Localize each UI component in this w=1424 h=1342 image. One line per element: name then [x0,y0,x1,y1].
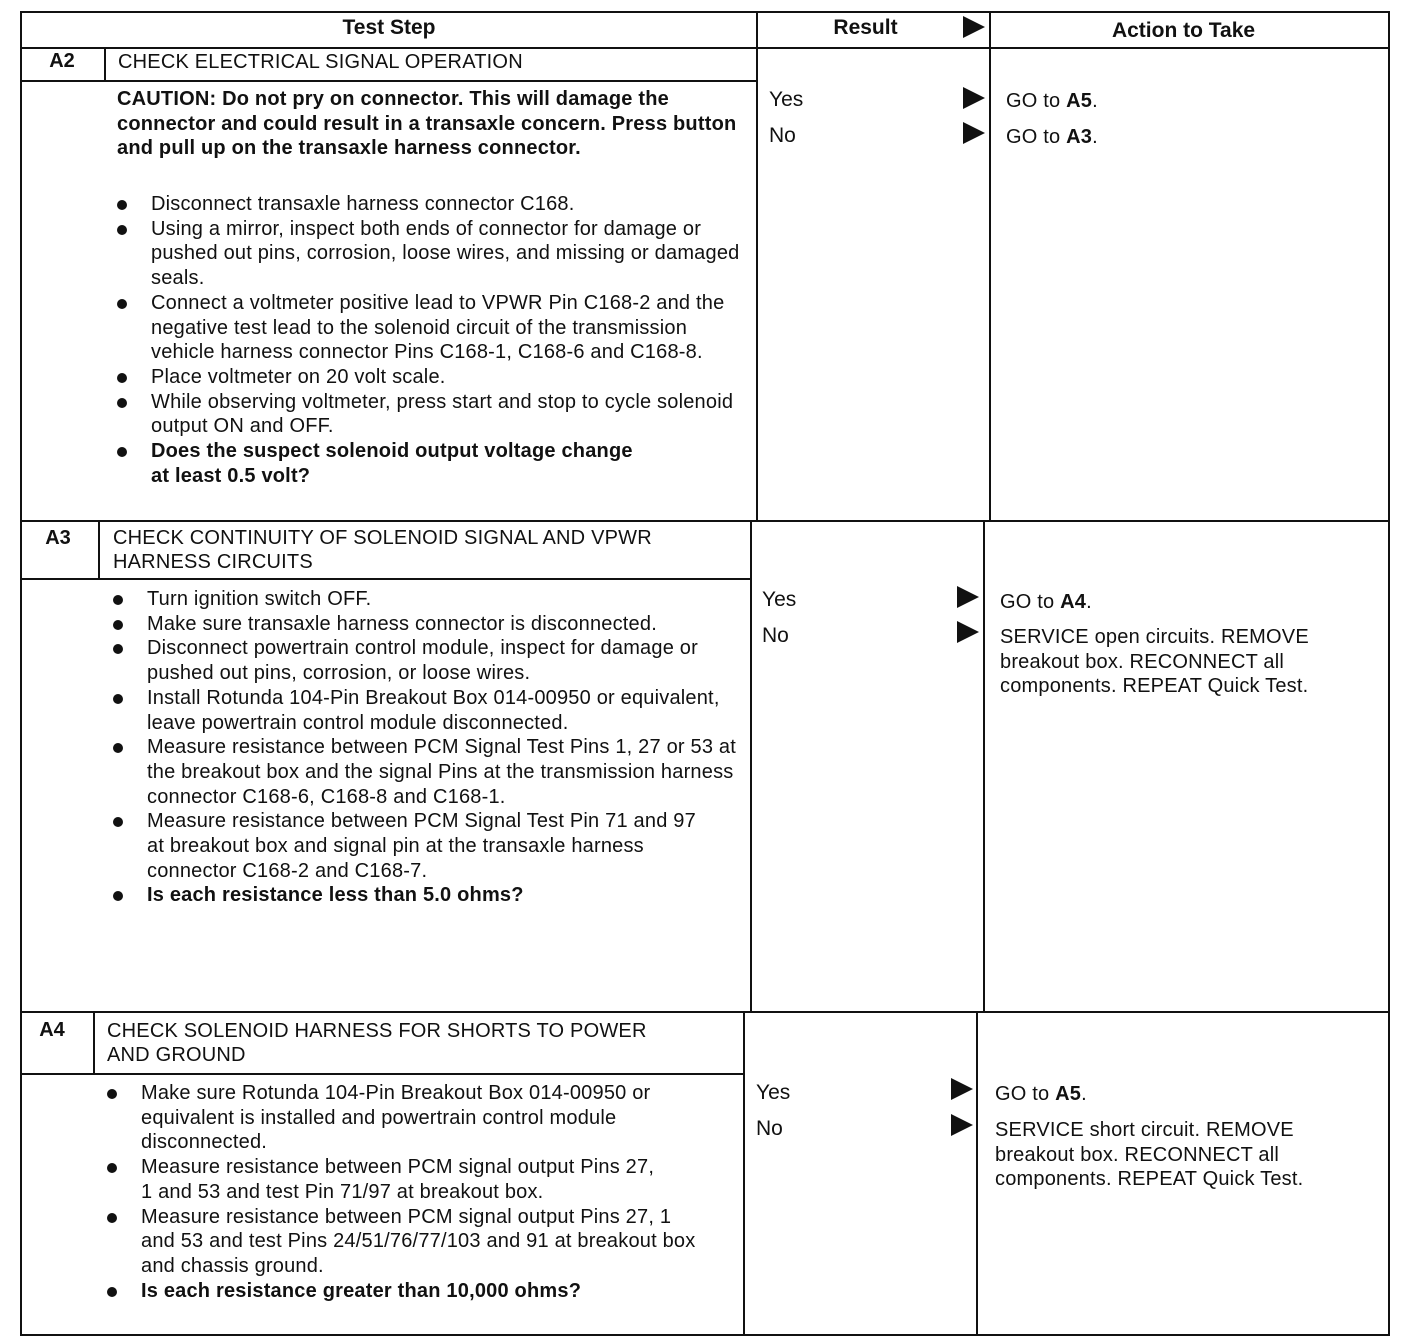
list-item: Measure resistance between PCM Signal Test Pins 1, 27 or 53 at the breakout box and the signal Pins at the transmission harness connector C168-6, C168-8 and C168-1. [110,735,740,809]
header-test-step: Test Step [342,16,436,39]
bullet-icon [117,225,127,235]
result-column-divider-a4 [743,1012,745,1336]
arrow-icon [957,586,979,608]
step-id-a4: A4 [39,1019,65,1041]
bullet-icon [113,644,123,654]
a3-title-divider [20,578,750,580]
list-item: Connect a voltmeter positive lead to VPWR Pin C168-2 and the negative test lead to the solenoid circuit of the transmission vehicle harness connector Pins C168-1, C168-6 and C168-8. [114,291,744,365]
a2-title-divider [20,80,756,82]
list-item: Turn ignition switch OFF. [110,587,740,612]
action-no-a3: SERVICE open circuits. REMOVE breakout box. RECONNECT all components. REPEAT Quick Test. [1000,626,1309,697]
list-item: Disconnect powertrain control module, inspect for damage or pushed out pins, corrosion, or loose wires. [110,636,740,685]
arrow-icon [963,122,985,144]
bullet-list-a2 [114,192,744,488]
bullet-icon [107,1089,117,1099]
action-no-a2: GO to A3. [1006,126,1098,148]
bullet-icon [113,817,123,827]
list-item: Make sure Rotunda 104-Pin Breakout Box 014-00950 or equivalent is installed and powertrain control module disconnected. [104,1081,734,1155]
bullet-icon [113,620,123,630]
bullet-icon [107,1163,117,1173]
result-column-divider [756,11,758,521]
bullet-icon [113,595,123,605]
result-no-a2: No [769,124,796,147]
bullet-icon [117,299,127,309]
a4-title-divider [20,1073,743,1075]
header-action: Action to Take [1111,19,1256,42]
bullet-icon [113,694,123,704]
bullet-icon [117,447,127,457]
a3-id-divider [98,521,100,579]
action-no-a4: SERVICE short circuit. REMOVE breakout box. RECONNECT all components. REPEAT Quick Test. [995,1119,1304,1190]
a4-section-divider [20,1011,1390,1013]
caution-text-a2: CAUTION: Do not pry on connector. This will damage the connector and could result in a transaxle concern. Press button and pull up on the transaxle harness connector. [117,88,737,159]
step-id-a2: A2 [49,50,75,72]
step-title-a4: CHECK SOLENOID HARNESS FOR SHORTS TO POWER AND GROUND [107,1020,647,1066]
arrow-icon [951,1078,973,1100]
action-yes-a2: GO to A5. [1006,90,1098,112]
action-column-divider [989,11,991,521]
question-item: Is each resistance greater than 10,000 ohms? [104,1279,734,1304]
step-title-a3: CHECK CONTINUITY OF SOLENOID SIGNAL AND VPWR HARNESS CIRCUITS [113,527,652,573]
bullet-icon [117,398,127,408]
bullet-icon [117,200,127,210]
list-item: While observing voltmeter, press start and stop to cycle solenoid output ON and OFF. [114,390,744,439]
result-yes-a4: Yes [756,1081,791,1104]
a4-id-divider [93,1012,95,1074]
list-item: Measure resistance between PCM signal output Pins 27, 1 and 53 and test Pins 24/51/76/77/103 and 91 at breakout box and chassis ground. [104,1205,734,1279]
list-item: Place voltmeter on 20 volt scale. [114,365,744,390]
action-yes-a3: GO to A4. [1000,591,1092,613]
step-id-a3: A3 [45,527,71,549]
a2-id-divider [104,47,106,81]
a3-section-divider [20,520,1390,522]
arrow-icon [963,87,985,109]
header-arrow-icon [963,16,985,38]
result-no-a4: No [756,1117,783,1140]
bullet-icon [117,373,127,383]
action-column-divider-a3 [983,521,985,1012]
step-title-a2: CHECK ELECTRICAL SIGNAL OPERATION [118,51,523,73]
bullet-list-a3 [110,587,740,908]
arrow-icon [951,1114,973,1136]
result-yes-a3: Yes [762,588,797,611]
list-item: Measure resistance between PCM signal output Pins 27, 1 and 53 and test Pin 71/97 at breakout box. [104,1155,734,1204]
bullet-icon [113,743,123,753]
action-column-divider-a4 [976,1012,978,1336]
action-yes-a4: GO to A5. [995,1083,1087,1105]
question-item: Is each resistance less than 5.0 ohms? [110,883,740,908]
result-yes-a2: Yes [769,88,804,111]
bullet-list-a4 [104,1081,734,1303]
bullet-icon [107,1287,117,1297]
list-item: Make sure transaxle harness connector is disconnected. [110,612,740,637]
bullet-icon [113,891,123,901]
list-item: Measure resistance between PCM Signal Test Pin 71 and 97 at breakout box and signal pin at the transaxle harness connector C168-2 and C168-7. [110,809,740,883]
list-item: Install Rotunda 104-Pin Breakout Box 014-00950 or equivalent, leave powertrain control module disconnected. [110,686,740,735]
header-result: Result [833,16,898,39]
arrow-icon [957,621,979,643]
result-no-a3: No [762,624,789,647]
list-item: Disconnect transaxle harness connector C168. [114,192,744,217]
question-item: Does the suspect solenoid output voltage change at least 0.5 volt? [114,439,744,488]
bullet-icon [107,1213,117,1223]
list-item: Using a mirror, inspect both ends of connector for damage or pushed out pins, corrosion, loose wires, and missing or damaged seals. [114,217,744,291]
result-column-divider-a3 [750,521,752,1012]
